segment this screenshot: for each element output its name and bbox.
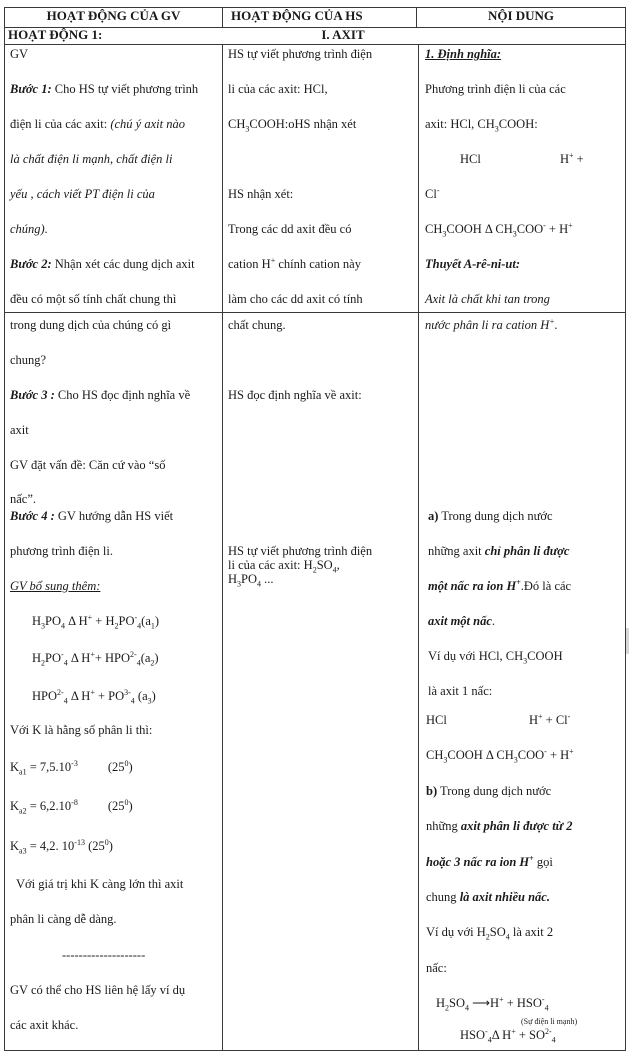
- t: -: [541, 994, 545, 1004]
- t: -: [436, 185, 440, 195]
- t: một nấc ra ion H: [428, 579, 517, 593]
- t: 4: [63, 658, 68, 668]
- t: = 6,2.10: [26, 799, 72, 813]
- t: PO: [45, 614, 62, 628]
- gv-line: Với K là hằng số phân li thì:: [10, 723, 153, 737]
- t: + H: [546, 748, 570, 762]
- nd-b-line: [426, 819, 573, 833]
- t: +: [90, 687, 95, 697]
- t: -8: [71, 797, 78, 807]
- nd-h-plus: [560, 152, 584, 166]
- nd-h-cl: [529, 713, 570, 727]
- t: những axit: [428, 544, 485, 558]
- t: axit: HCl, CH: [425, 117, 495, 131]
- nd-hcl-2: HCl: [426, 713, 447, 727]
- hs-line: Trong các dd axit đều có: [228, 222, 352, 236]
- t: 4: [137, 621, 142, 631]
- t: H: [436, 996, 446, 1010]
- t: nước phân li ra cation H: [425, 318, 550, 332]
- t: ⟶H: [469, 996, 500, 1010]
- t: H: [32, 651, 42, 665]
- step-text: GV hướng dẫn HS viết: [54, 509, 174, 523]
- t: SO: [316, 558, 333, 572]
- t: 2: [41, 658, 46, 668]
- nd-a-line: [428, 614, 495, 628]
- t: +: [511, 1026, 516, 1036]
- t: 4: [130, 696, 135, 706]
- t: 4: [465, 1003, 470, 1013]
- text: (chú ý axit nào: [110, 117, 185, 131]
- t: +: [569, 746, 574, 756]
- t: Ví dụ với H: [426, 925, 486, 939]
- t: -: [134, 612, 138, 622]
- t: (25: [107, 760, 125, 774]
- nd-a-line: [428, 649, 563, 666]
- nd-hso4-eq: [460, 1026, 556, 1045]
- t: cation H: [228, 257, 271, 271]
- k-a3: [10, 837, 113, 856]
- t: H: [560, 152, 570, 166]
- equation-a2: [32, 649, 159, 668]
- t: ): [151, 689, 156, 703]
- gv-line: là chất điện li mạnh, chất điện li: [10, 152, 173, 166]
- t: COO: [516, 222, 544, 236]
- gv-line: phân li càng dễ dàng.: [10, 912, 117, 926]
- gv-divider: --------------------: [62, 948, 146, 962]
- t: 4: [551, 1035, 556, 1045]
- t: + Cl: [542, 713, 568, 727]
- t: 2: [150, 658, 155, 668]
- t: b): [426, 784, 438, 798]
- t: 3: [443, 755, 448, 765]
- gv-line: các axit khác.: [10, 1018, 79, 1032]
- t: ): [128, 760, 133, 774]
- gv-line: Với giá trị khi K càng lớn thì axit: [16, 877, 184, 891]
- header-nd: NỘI DUNG: [487, 8, 555, 23]
- hs-line: làm cho các dd axit có tính: [228, 292, 363, 306]
- t: Δ H: [67, 689, 91, 703]
- t: -: [543, 220, 546, 230]
- t: những: [426, 819, 461, 833]
- step-text: Cho HS đọc định nghĩa về: [54, 388, 191, 402]
- t: 0: [124, 758, 129, 768]
- t: 4: [63, 696, 68, 706]
- t: +: [568, 220, 573, 230]
- nd-a-line: [428, 509, 553, 523]
- t: chính cation này: [275, 257, 361, 271]
- t: chỉ phân li được: [484, 544, 570, 558]
- theory-title: Thuyết A-rê-ni-ut:: [425, 257, 521, 271]
- gv-line: GV đặt vấn đề: Căn cứ vào “số: [10, 458, 166, 472]
- t: Cl: [425, 187, 437, 201]
- t: = 4,2. 10: [26, 839, 75, 853]
- t: +: [538, 711, 543, 721]
- gv-line: trong dung dịch của chúng có gì: [10, 318, 172, 332]
- nd-a-line: là axit 1 nấc:: [428, 684, 493, 698]
- t: 4: [487, 1035, 492, 1045]
- t: PO: [118, 614, 135, 628]
- t: -: [485, 1026, 488, 1036]
- step-text: Cho HS tự viết phương trình: [51, 82, 199, 96]
- t: PO: [45, 651, 62, 665]
- gv-step1: [10, 82, 198, 96]
- t: 3: [512, 229, 517, 239]
- t: -13: [74, 837, 85, 847]
- nd-b-line: [426, 855, 553, 869]
- t: 3: [41, 621, 46, 631]
- t: là axit nhiều nấc.: [459, 890, 550, 904]
- t: COOH Δ CH: [446, 222, 513, 236]
- nd-b-line: [426, 890, 550, 904]
- step-label: Bước 3 :: [10, 388, 55, 402]
- t: + HPO: [94, 651, 131, 665]
- t: +: [569, 150, 574, 160]
- nd-line: [425, 117, 538, 134]
- hs-line: [228, 117, 357, 134]
- hs-line: HS nhận xét:: [228, 187, 294, 201]
- hs-line: HS tự viết phương trình điện: [228, 544, 373, 558]
- t: a2: [19, 806, 27, 816]
- gv-step3: [10, 388, 190, 402]
- t: CH: [425, 222, 443, 236]
- nd-line: Phương trình điện li của các: [425, 82, 566, 96]
- t: a1: [19, 767, 27, 777]
- t: +: [549, 316, 555, 326]
- t: +: [87, 612, 93, 622]
- t: CH: [228, 117, 246, 131]
- t: Ví dụ với HCl, CH: [428, 649, 524, 663]
- t: 4: [332, 565, 337, 575]
- step-label: Bước 4 :: [10, 509, 55, 523]
- t: gọi: [533, 855, 553, 869]
- t: -: [567, 711, 571, 721]
- t: -: [61, 649, 64, 659]
- t: 4: [61, 621, 66, 631]
- section-title: I. AXIT: [321, 27, 365, 42]
- nd-a-line: [428, 579, 571, 593]
- t: +: [499, 994, 504, 1004]
- t: là axit 2: [509, 925, 554, 939]
- gv-line: yếu , cách viết PT điện li của: [10, 187, 155, 201]
- gv-step4: [10, 509, 173, 523]
- t: 1: [150, 621, 155, 631]
- t: .: [554, 318, 558, 332]
- t: 3: [147, 696, 152, 706]
- nd-a-line: [428, 544, 569, 558]
- nd-hcl: HCl: [460, 152, 481, 166]
- t: 2: [485, 932, 490, 942]
- t: ): [108, 839, 113, 853]
- t: Trong dung dịch nước: [437, 784, 552, 798]
- gv-line: chung?: [10, 353, 47, 367]
- scrollbar-thumb[interactable]: [626, 628, 629, 654]
- t: 0: [124, 797, 129, 807]
- nd-h2so4-eq: [436, 994, 549, 1013]
- nd-ch3cooh-eq: [425, 220, 573, 239]
- t: (a: [140, 651, 151, 665]
- text: điện li của các axit:: [10, 117, 111, 131]
- gv-line: axit: [10, 423, 29, 437]
- t: a): [428, 509, 439, 523]
- hs-line: [228, 572, 274, 589]
- t: ,: [336, 558, 340, 572]
- definition-title: 1. Định nghĩa:: [425, 47, 502, 61]
- t: 3: [513, 755, 518, 765]
- t: +: [516, 577, 521, 587]
- t: 4: [505, 932, 510, 942]
- nd-ch3cooh-eq-2: [426, 746, 574, 765]
- hs-line: [228, 558, 340, 575]
- t: SO: [449, 996, 466, 1010]
- t: (a: [134, 689, 148, 703]
- t: K: [10, 760, 20, 774]
- step-text: Nhận xét các dung dịch axit: [51, 257, 195, 271]
- t: + PO: [94, 689, 125, 703]
- k-a2: [10, 797, 133, 816]
- t: COO: [517, 748, 545, 762]
- t: H: [32, 614, 42, 628]
- gv-step2: [10, 257, 195, 271]
- t: 2: [445, 1003, 450, 1013]
- t: 4: [544, 1003, 549, 1013]
- t: 3: [237, 579, 242, 589]
- activity-label: HOẠT ĐỘNG 1:: [8, 27, 103, 42]
- t: (a: [141, 614, 151, 628]
- t: 3: [523, 656, 528, 666]
- t: 4: [136, 658, 141, 668]
- nd-line: [425, 318, 558, 332]
- t: HPO: [32, 689, 58, 703]
- t: Trong dung dịch nước: [438, 509, 553, 523]
- t: -: [544, 746, 547, 756]
- t: K: [10, 799, 20, 813]
- t: .: [491, 614, 496, 628]
- t: + SO: [515, 1028, 545, 1042]
- t: PO: [241, 572, 258, 586]
- hs-line: [228, 257, 361, 271]
- k-a1: [10, 758, 133, 777]
- t: li của các axit: H: [228, 558, 313, 572]
- t: COOH:: [498, 117, 538, 131]
- t: 0: [104, 837, 109, 847]
- t: SO: [489, 925, 506, 939]
- gv-line: phương trình điện li.: [10, 544, 113, 558]
- equation-a1: [32, 612, 160, 631]
- hs-line: li của các axit: HCl,: [228, 82, 328, 96]
- nd-b-line: nấc:: [426, 961, 447, 975]
- gv-line: GV có thể cho HS liên hệ lấy ví dụ: [10, 983, 186, 997]
- t: chung: [426, 890, 460, 904]
- t: 3: [494, 124, 499, 134]
- t: .Đó là các: [520, 579, 572, 593]
- t: 2-: [545, 1026, 552, 1036]
- equation-a3: [32, 687, 156, 706]
- t: +: [270, 255, 276, 265]
- t: = 7,5.10: [26, 760, 72, 774]
- t: ): [154, 651, 159, 665]
- t: Δ H: [491, 1028, 512, 1042]
- t: axit phân li được từ 2: [460, 819, 573, 833]
- hs-line: chất chung.: [228, 318, 286, 332]
- gv-line: GV: [10, 47, 29, 61]
- t: 3: [245, 124, 250, 134]
- t: (25: [84, 839, 105, 853]
- eq-note: (Sự điện li mạnh): [521, 1017, 578, 1026]
- t: 2-: [130, 649, 137, 659]
- nd-b-line: [426, 784, 551, 798]
- nd-b-line: [426, 925, 554, 942]
- t: 2: [312, 565, 317, 575]
- hs-line: HS đọc định nghĩa về axit:: [228, 388, 362, 402]
- gv-line: nấc”.: [10, 492, 37, 506]
- gv-supplement: GV bổ sung thêm:: [10, 579, 101, 593]
- nd-line: Axit là chất khi tan trong: [425, 292, 550, 306]
- t: axit một nấc: [428, 614, 492, 628]
- t: COOH Δ CH: [447, 748, 514, 762]
- t: 2: [114, 621, 119, 631]
- t: 3: [442, 229, 447, 239]
- t: Δ H: [67, 651, 91, 665]
- t: 4: [257, 579, 262, 589]
- t: COOH: [527, 649, 563, 663]
- t: 3-: [124, 687, 131, 697]
- t: (25: [107, 799, 125, 813]
- t: H: [228, 572, 238, 586]
- hs-line: HS tự viết phương trình điện: [228, 47, 373, 61]
- t: +: [573, 152, 584, 166]
- t: HSO: [460, 1028, 486, 1042]
- t: + H: [545, 222, 569, 236]
- t: H: [529, 713, 539, 727]
- t: Δ H: [65, 614, 88, 628]
- gv-line: đều có một số tính chất chung thì: [10, 292, 177, 306]
- t: -3: [71, 758, 78, 768]
- t: ...: [261, 572, 274, 586]
- t: COOH:oHS nhận xét: [249, 117, 357, 131]
- t: +: [90, 649, 95, 659]
- t: + HSO: [503, 996, 542, 1010]
- gv-line: [10, 117, 185, 131]
- gv-line: chúng).: [10, 222, 48, 236]
- t: +: [529, 853, 534, 863]
- nd-cl: [425, 187, 439, 201]
- t: + H: [92, 614, 115, 628]
- header-hs: HOẠT ĐỘNG CỦA HS: [231, 8, 363, 23]
- t: ): [154, 614, 160, 628]
- t: a3: [19, 846, 27, 856]
- t: ): [128, 799, 133, 813]
- header-gv: HOẠT ĐỘNG CỦA GV: [46, 8, 181, 23]
- step-label: Bước 2:: [10, 257, 52, 271]
- t: 2-: [57, 687, 64, 697]
- t: CH: [426, 748, 444, 762]
- t: K: [10, 839, 20, 853]
- step-label: Bước 1:: [10, 82, 52, 96]
- t: hoặc 3 nấc ra ion H: [426, 855, 530, 869]
